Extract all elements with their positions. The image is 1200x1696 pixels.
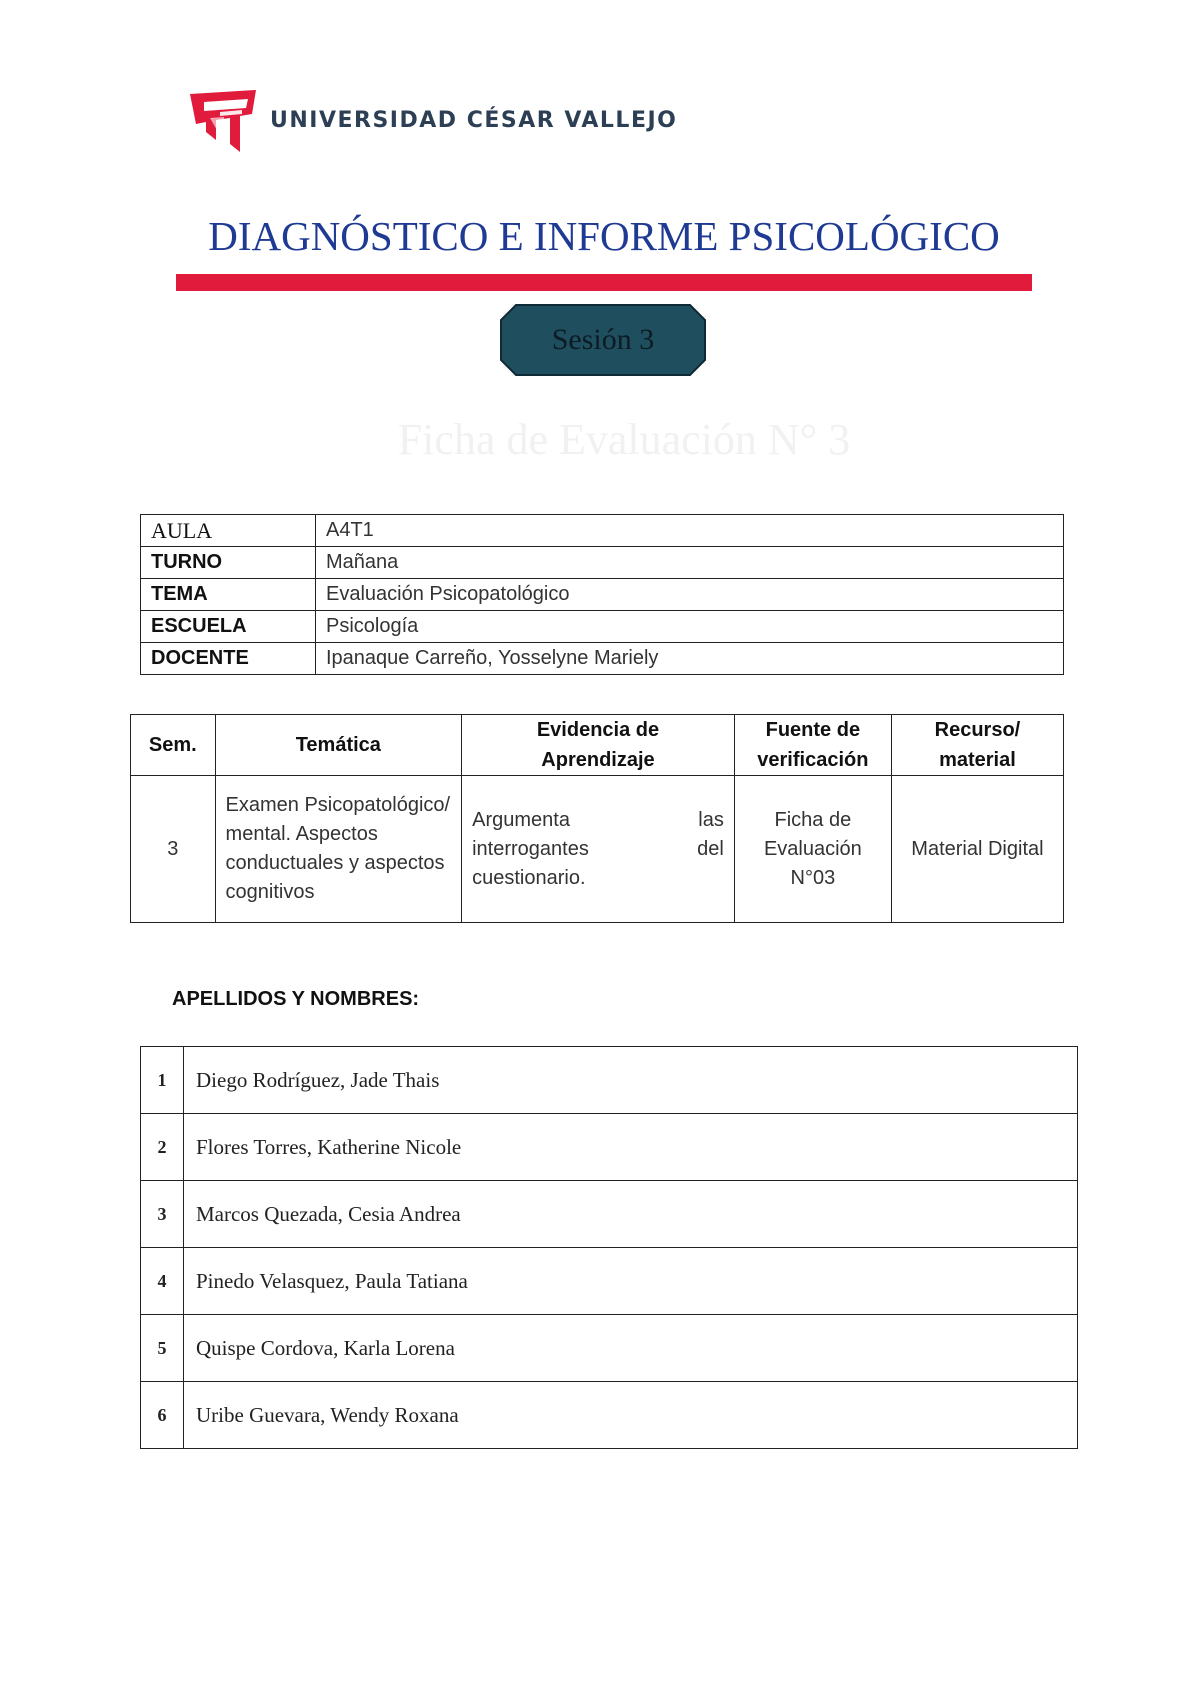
student-number: 6 (141, 1382, 184, 1449)
evidencia-word: del (697, 837, 724, 860)
names-heading: APELLIDOS Y NOMBRES: (172, 988, 420, 1010)
student-name: Uribe Guevara, Wendy Roxana (184, 1382, 1078, 1449)
table-row (141, 1114, 1078, 1181)
evidencia-line-1 (472, 806, 724, 835)
info-label: TEMA (141, 579, 316, 611)
evidencia-word: Argumenta (472, 808, 570, 831)
table-row (141, 1315, 1078, 1382)
evidencia-word: las (698, 808, 724, 831)
info-value: Evaluación Psicopatológico (316, 579, 1064, 611)
student-number: 5 (141, 1315, 184, 1382)
header-tematica: Temática (215, 715, 462, 776)
table-row (141, 1382, 1078, 1449)
session-label: Sesión 3 (551, 323, 655, 356)
info-label: TURNO (141, 547, 316, 579)
student-number: 1 (141, 1047, 184, 1114)
info-row-turno (141, 547, 1064, 579)
info-value: Mañana (316, 547, 1064, 579)
table-row (141, 1181, 1078, 1248)
header-evidencia-line2: Aprendizaje (541, 749, 655, 771)
table-row (141, 1248, 1078, 1315)
student-number: 3 (141, 1181, 184, 1248)
info-row-docente (141, 643, 1064, 675)
student-name: Pinedo Velasquez, Paula Tatiana (184, 1248, 1078, 1315)
header-recurso-line2: material (939, 749, 1016, 771)
logo-text: UNIVERSIDAD CÉSAR VALLEJO (270, 108, 678, 133)
student-number: 4 (141, 1248, 184, 1315)
header-fuente-line2: verificación (757, 749, 869, 771)
info-row-escuela (141, 611, 1064, 643)
header-fuente-line1: Fuente de (765, 719, 861, 741)
evidencia-line-2 (472, 835, 724, 864)
info-row-tema (141, 579, 1064, 611)
course-info-table (140, 514, 1064, 675)
student-name: Marcos Quezada, Cesia Andrea (184, 1181, 1078, 1248)
cell-fuente: Ficha de Evaluación N°03 (734, 776, 891, 923)
header-fuente (734, 715, 891, 776)
student-number: 2 (141, 1114, 184, 1181)
ucv-emblem-icon (190, 90, 260, 152)
table-header-row (131, 715, 1064, 776)
cell-sem: 3 (131, 776, 216, 923)
university-logo (190, 90, 678, 152)
header-evidencia-line1: Evidencia de (536, 719, 660, 741)
cell-tematica: Examen Psicopatológico/ mental. Aspectos conductuales y aspectos cognitivos (215, 776, 462, 923)
evaluation-subtitle: Ficha de Evaluación N° 3 (397, 415, 851, 464)
student-name: Quispe Cordova, Karla Lorena (184, 1315, 1078, 1382)
header-recurso (891, 715, 1063, 776)
info-value: Psicología (316, 611, 1064, 643)
student-name: Diego Rodríguez, Jade Thais (184, 1047, 1078, 1114)
header-sem: Sem. (131, 715, 216, 776)
info-row-aula (141, 515, 1064, 547)
student-name: Flores Torres, Katherine Nicole (184, 1114, 1078, 1181)
info-value: A4T1 (316, 515, 1064, 547)
header-evidencia (462, 715, 735, 776)
students-table (140, 1046, 1078, 1449)
table-row (141, 1047, 1078, 1114)
evidencia-word: interrogantes (472, 837, 589, 860)
info-label: ESCUELA (141, 611, 316, 643)
cell-recurso: Material Digital (891, 776, 1063, 923)
cell-evidencia (462, 776, 735, 923)
info-label: AULA (141, 515, 316, 547)
table-row (131, 776, 1064, 923)
session-badge (500, 304, 706, 376)
info-label: DOCENTE (141, 643, 316, 675)
document-title: DIAGNÓSTICO E INFORME PSICOLÓGICO (208, 213, 1000, 259)
evidencia-line-3: cuestionario. (472, 866, 586, 889)
session-plan-table (130, 714, 1064, 923)
info-value: Ipanaque Carreño, Yosselyne Mariely (316, 643, 1064, 675)
header-recurso-line1: Recurso/ (934, 719, 1021, 741)
title-underline (176, 274, 1032, 291)
